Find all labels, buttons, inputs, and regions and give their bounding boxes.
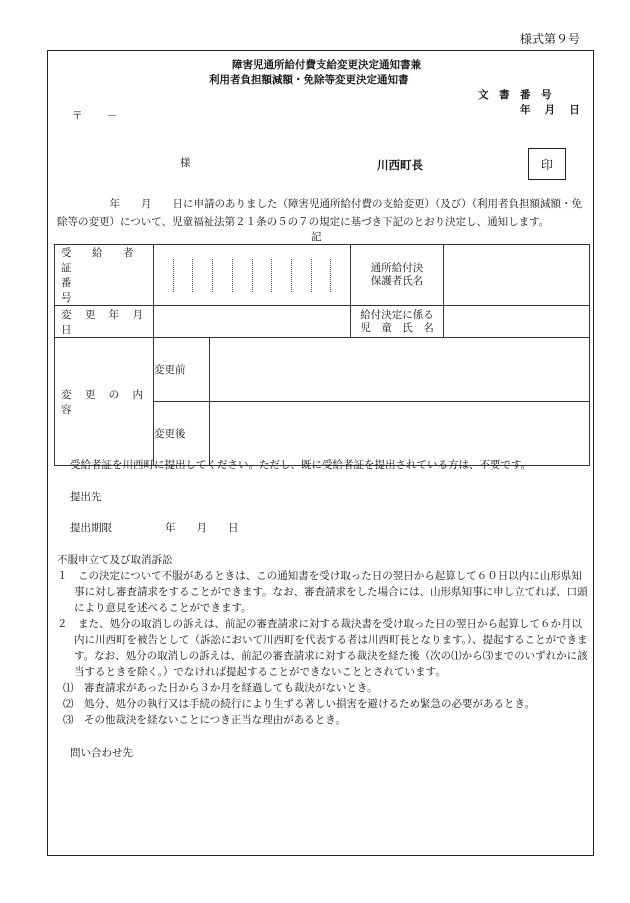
form-number: 様式第９号 (520, 32, 581, 46)
recipient-number-boxes[interactable] (154, 245, 351, 306)
appeal-sub-item-2: ⑵ 処分、処分の執行又は手続の続行により生ずる著しい損害を避けるため緊急の必要があるとき。 (63, 698, 536, 710)
official-seal: 印 (528, 148, 566, 180)
date-label: 年 月 日 (520, 104, 580, 116)
child-name-label (351, 306, 444, 338)
before-change-value[interactable] (210, 338, 590, 402)
decision-table (54, 244, 590, 466)
guardian-name-label (351, 245, 444, 306)
addressee-suffix: 様 (180, 157, 191, 169)
document-title-line1: 障害児通所給付費支給変更決定通知書兼 (232, 59, 421, 71)
issuer-name: 川西町長 (377, 158, 423, 172)
recipient-number-label (55, 245, 154, 306)
postal-code-mark: 〒 － (72, 110, 118, 122)
after-change-label: 変更後 (154, 402, 210, 466)
appeal-sub-item-1: ⑴ 審査請求があった日から３か月を経過しても裁決がないとき。 (63, 682, 378, 694)
document-number-label: 文 書 番 号 (478, 89, 552, 101)
before-change-label: 変更前 (154, 338, 210, 402)
submit-notice: 受給者証を川西町に提出してください。ただし、既に受給者証を提出されている方は、不要です。 (70, 459, 532, 471)
guardian-name-label-a: 通所給付決 (370, 262, 424, 274)
intro-paragraph: 年 月 日に申請のありました（障害児通所給付費の支給変更）（及び）（利用者負担額減額・免除等の変更）について、児童福祉法第２１条の５の７の規定に基づき下記のとおり決定し、通知します。 (57, 198, 582, 228)
appeal-sub-item-3: ⑶ その他裁決を経ないことにつき正当な理由があるとき。 (63, 714, 346, 726)
recipient-number-label-a: 受 給 者 証 (61, 247, 154, 274)
appeal-list (57, 568, 592, 728)
guardian-name-value[interactable] (444, 245, 590, 306)
change-date-value[interactable] (154, 306, 351, 338)
submit-to-label: 提出先 (70, 491, 102, 503)
appeal-item-2: ２ また、処分の取消しの訴えは、前記の審査請求に対する裁決書を受け取った日の翌日から起算して６か月以内に川西町を被告として（訴訟において川西町を代表する者は川西町長となります。）、提起することができます。なお、処分の取消しの訴えは、前記の審査請求に対する裁決を経た後（次の⑴から⑶までのいずれかに該当するときを除く。）でなければ提起することができないこととされています。 (57, 618, 588, 678)
child-name-label-b: 児 童 氏 名 (360, 321, 434, 334)
contact-label: 問い合わせ先 (70, 747, 133, 759)
appeal-item-1: １ この決定について不服があるときは、この通知書を受け取った日の翌日から起算して６０日以内に山形県知事に対し審査請求をすることができます。なお、審査請求をした場合には、山形県知事に申し立てれば、口頭により意見を述べることができます。 (57, 570, 588, 614)
appeal-heading: 不服申立て及び取消訴訟 (57, 554, 173, 566)
ki-mark: 記 (311, 231, 322, 243)
deadline-date: 年 月 日 (165, 522, 239, 534)
child-name-value[interactable] (444, 306, 590, 338)
document-title-line2: 利用者負担額減額・免除等変更決定通知書 (209, 74, 409, 86)
deadline-label: 提出期限 (70, 522, 112, 534)
recipient-number-label-b: 番 号 (61, 277, 154, 304)
after-change-value[interactable] (210, 402, 590, 466)
change-content-label: 変 更 の 内 容 (55, 338, 154, 466)
guardian-name-label-b: 保護者氏名 (370, 275, 424, 287)
child-name-label-a: 給付決定に係る (360, 308, 434, 321)
change-date-label: 変 更 年 月 日 (55, 306, 154, 338)
